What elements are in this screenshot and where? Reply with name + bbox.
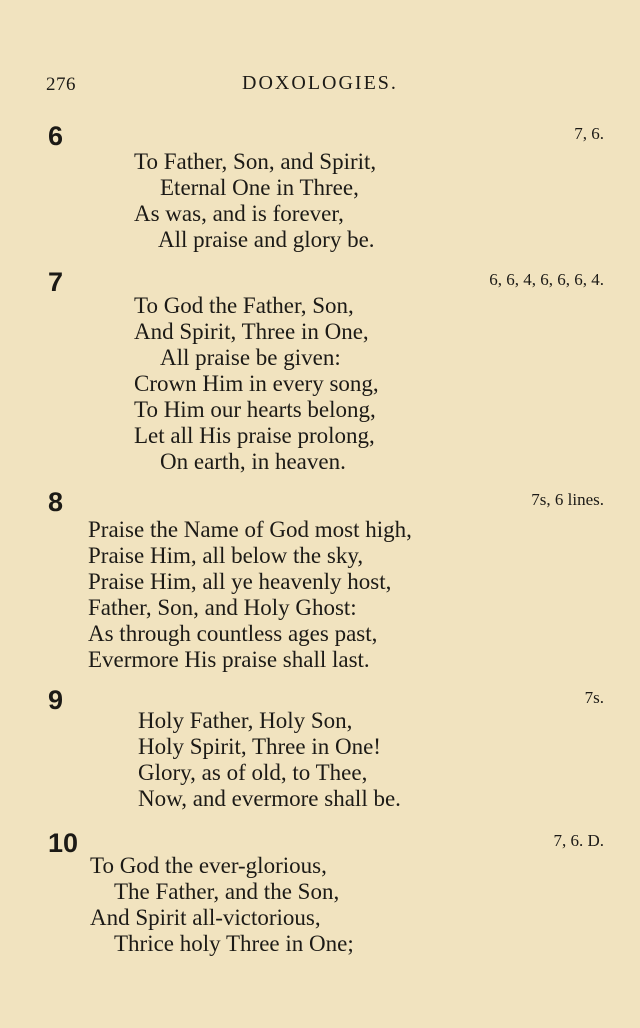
hymn-meter: 6, 6, 4, 6, 6, 6, 4. <box>489 270 604 289</box>
verse-line: Evermore His praise shall last. <box>88 647 370 672</box>
verse-line: Thrice holy Three in One; <box>114 931 354 956</box>
page-number: 276 <box>46 74 76 95</box>
hymn-number: 7 <box>48 267 64 297</box>
verse <box>0 517 412 673</box>
verse-line: On earth, in heaven. <box>160 449 346 474</box>
hymn-meter: 7s. <box>584 688 604 707</box>
verse-line: Glory, as of old, to Thee, <box>138 760 368 785</box>
verse-line: And Spirit, Three in One, <box>134 319 369 344</box>
verse-line: All praise be given: <box>160 345 341 370</box>
hymn-number: 8 <box>48 487 64 517</box>
verse-line: Holy Spirit, Three in One! <box>138 734 381 759</box>
verse-line: The Father, and the Son, <box>114 879 340 904</box>
verse-line: To Him our hearts belong, <box>134 397 376 422</box>
verse <box>0 708 401 812</box>
verse <box>0 293 379 475</box>
verse <box>0 853 354 957</box>
verse-line: Let all His praise prolong, <box>134 423 375 448</box>
verse-line: To Father, Son, and Spirit, <box>134 149 377 174</box>
verse-line: To God the ever-glorious, <box>90 853 327 878</box>
verse-line: Praise Him, all below the sky, <box>88 543 364 568</box>
hymn-meter: 7, 6. <box>574 124 604 143</box>
verse-line: And Spirit all-victorious, <box>90 905 321 930</box>
hymn-number: 9 <box>48 685 64 715</box>
hymn-meter: 7, 6. D. <box>553 831 604 850</box>
verse-line: Holy Father, Holy Son, <box>138 708 353 733</box>
verse-line: Eternal One in Three, <box>160 175 359 200</box>
hymn-meter: 7s, 6 lines. <box>531 490 604 509</box>
verse-line: All praise and glory be. <box>158 227 375 252</box>
verse-line: Now, and evermore shall be. <box>138 786 401 811</box>
verse-line: Crown Him in every song, <box>134 371 379 396</box>
hymn-number: 10 <box>48 828 79 858</box>
verse-line: Praise the Name of God most high, <box>88 517 412 542</box>
verse-line: As was, and is forever, <box>134 201 344 226</box>
verse-line: To God the Father, Son, <box>134 293 354 318</box>
verse-line: Father, Son, and Holy Ghost: <box>88 595 357 620</box>
hymn-number: 6 <box>48 121 64 151</box>
running-head: DOXOLOGIES. <box>242 72 398 94</box>
verse-line: As through countless ages past, <box>88 621 378 646</box>
verse-line: Praise Him, all ye heavenly host, <box>88 569 392 594</box>
verse <box>0 149 376 253</box>
